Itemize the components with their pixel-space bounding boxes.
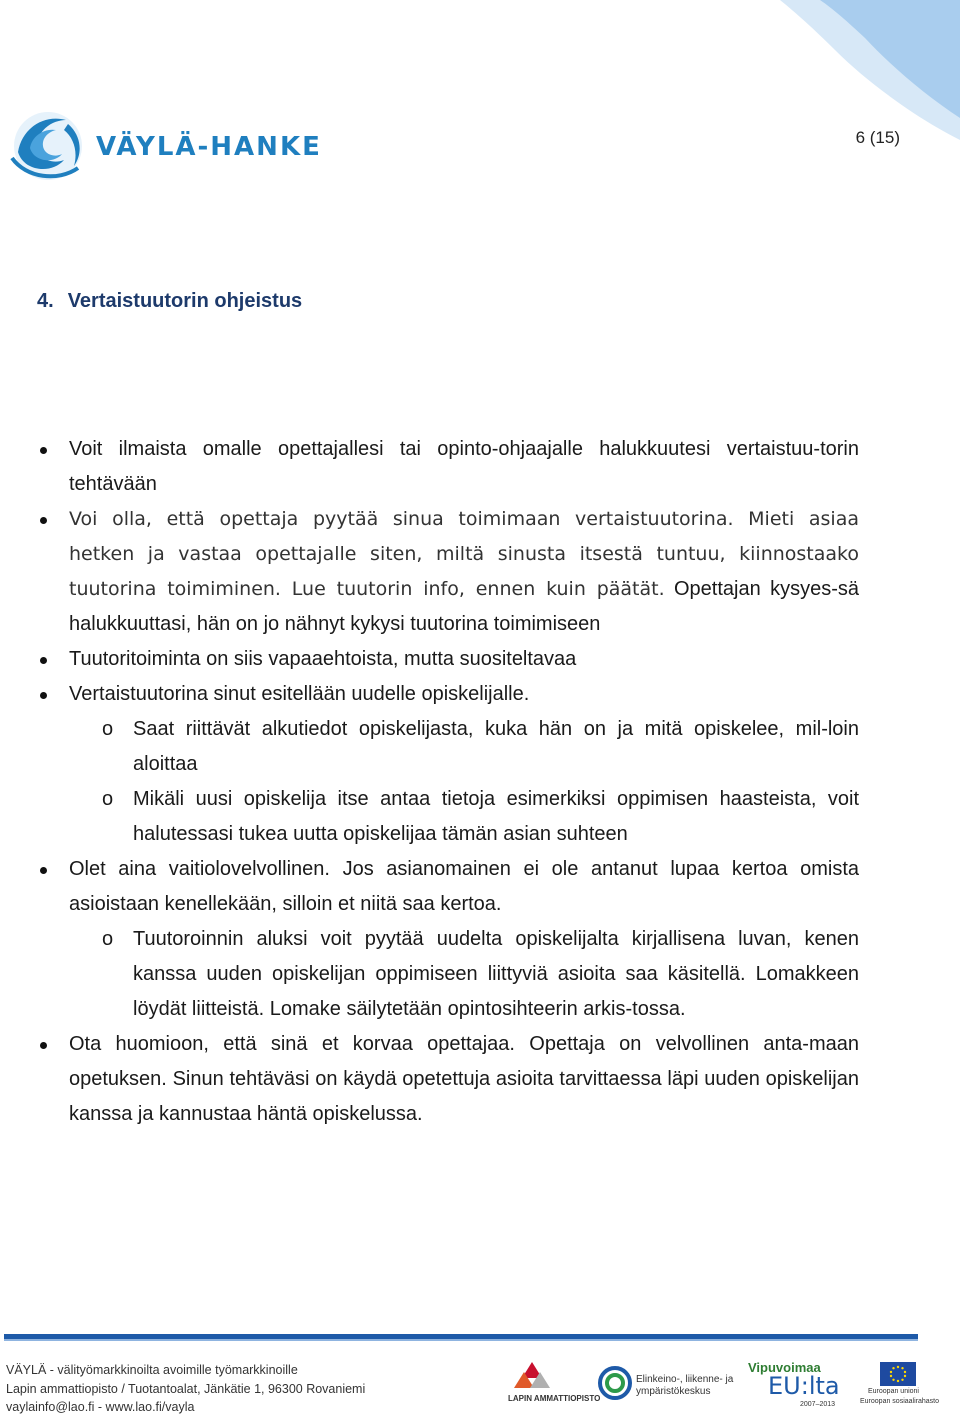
list-item [0,432,859,502]
footer-address-line: Lapin ammattiopisto / Tuotantoalat, Jänkätie 1, 96300 Rovaniemi [6,1382,366,1396]
sub-list-item [0,922,859,1027]
bullet-icon [40,1042,47,1049]
eu-logo-line1: Euroopan unioni [868,1388,919,1395]
sub-bullet-marker: o [102,788,114,810]
logo-wordmark: VÄYLÄ-HANKE [96,132,322,162]
bullet-icon [40,517,47,524]
footer-contact-line: vaylainfo@lao.fi - www.lao.fi/vayla [6,1400,195,1414]
list-item-text: Opettajan kysyes-sä halukkuuttasi, hän on jo nähnyt kykysi tuutorina toimimiseen [69,578,859,635]
bullet-icon [40,447,47,454]
section-title: Vertaistuutorin ohjeistus [67,290,303,312]
sub-list-item [0,782,859,852]
list-item [0,642,859,677]
list-item-text: Vertaistuutorina sinut esitellään uudelle opiskelijalle. [69,683,530,705]
list-item-text: Tuutoritoiminta on siis vapaaehtoista, mutta suositeltavaa [69,648,577,670]
eu-logo-line2: Euroopan sosiaalirahasto [860,1398,939,1405]
bullet-icon [40,692,47,699]
lapin-ammattiopisto-logo-text: LAPIN AMMATTIOPISTO [508,1394,601,1403]
list-item [0,502,859,642]
vipuvoimaa-logo-text: Vipuvoimaa [748,1360,821,1375]
page-number: 6 (15) [855,128,900,147]
sub-list-item [0,712,859,782]
footer-project-line: VÄYLÄ - välityömarkkinoilta avoimille työmarkkinoille [6,1363,298,1377]
list-item [0,1027,859,1132]
section-number: 4. [37,290,54,312]
header-wave-decoration [620,0,960,140]
document-body [0,432,960,1132]
list-item [0,677,859,712]
eu-flag-icon [880,1362,916,1386]
bullet-icon [40,867,47,874]
sub-list-item-text: Tuutoroinnin aluksi voit pyytää uudelta opiskelijalta kirjallisena luvan, kenen kanssa uuden opiskelijan oppimiseen liittyviä asioita saa käsitellä. Lomakkeen löydät liitteistä. Lomake säilytetään opintosihteerin arkis-tossa. [133,928,859,1020]
list-item-text: Ota huomioon, että sinä et korvaa opettajaa. Opettaja on velvollinen anta-maan opetuksen. Sinun tehtäväsi on käydä opetettuja asioita tarvittaessa läpi uuden opiskelijan kanssa ja kannustaa häntä opiskelussa. [69,1033,859,1125]
ely-keskus-logo-icon [598,1366,632,1400]
list-item-text: Olet aina vaitiolovelvollinen. Jos asianomainen ei ole antanut lupaa kertoa omista asioistaan kenellekään, silloin et niitä saa kertoa. [69,858,859,915]
ely-keskus-logo-line2: ympäristökeskus [636,1386,711,1397]
sub-bullet-marker: o [102,718,114,740]
ely-keskus-logo-line1: Elinkeino-, liikenne- ja [636,1374,734,1385]
bullet-icon [40,657,47,664]
list-item-text: Voi olla, että opettaja pyytää sinua toimimaan vertaistuutorina. Mieti asiaa hetken ja vastaa opettajalle siten, miltä sinusta itsestä tuntuu, kiinnostaako tuutorina toimiminen. Lue tuutorin info, ennen kuin päätät. [69,508,859,600]
eulta-logo-years: 2007–2013 [800,1401,836,1408]
sub-list-item-text: Saat riittävät alkutiedot opiskelijasta, kuka hän on ja mitä opiskelee, mil-loin aloittaa [133,718,859,775]
list-item [0,852,859,922]
section-heading [37,290,302,313]
sub-list-item-text: Mikäli uusi opiskelija itse antaa tietoja esimerkiksi oppimisen haasteista, voit halutessasi tukea uutta opiskelijaa tämän asian suhteen [133,788,859,845]
lapin-ammattiopisto-logo-icon [512,1360,552,1392]
list-item-text: Voit ilmaista omalle opettajallesi tai opinto-ohjaajalle halukkuutesi vertaistuu-torin tehtävään [69,438,859,495]
eulta-logo-text: EU:lta [768,1372,840,1400]
footer-divider-light [4,1339,918,1341]
sub-bullet-marker: o [102,928,114,950]
